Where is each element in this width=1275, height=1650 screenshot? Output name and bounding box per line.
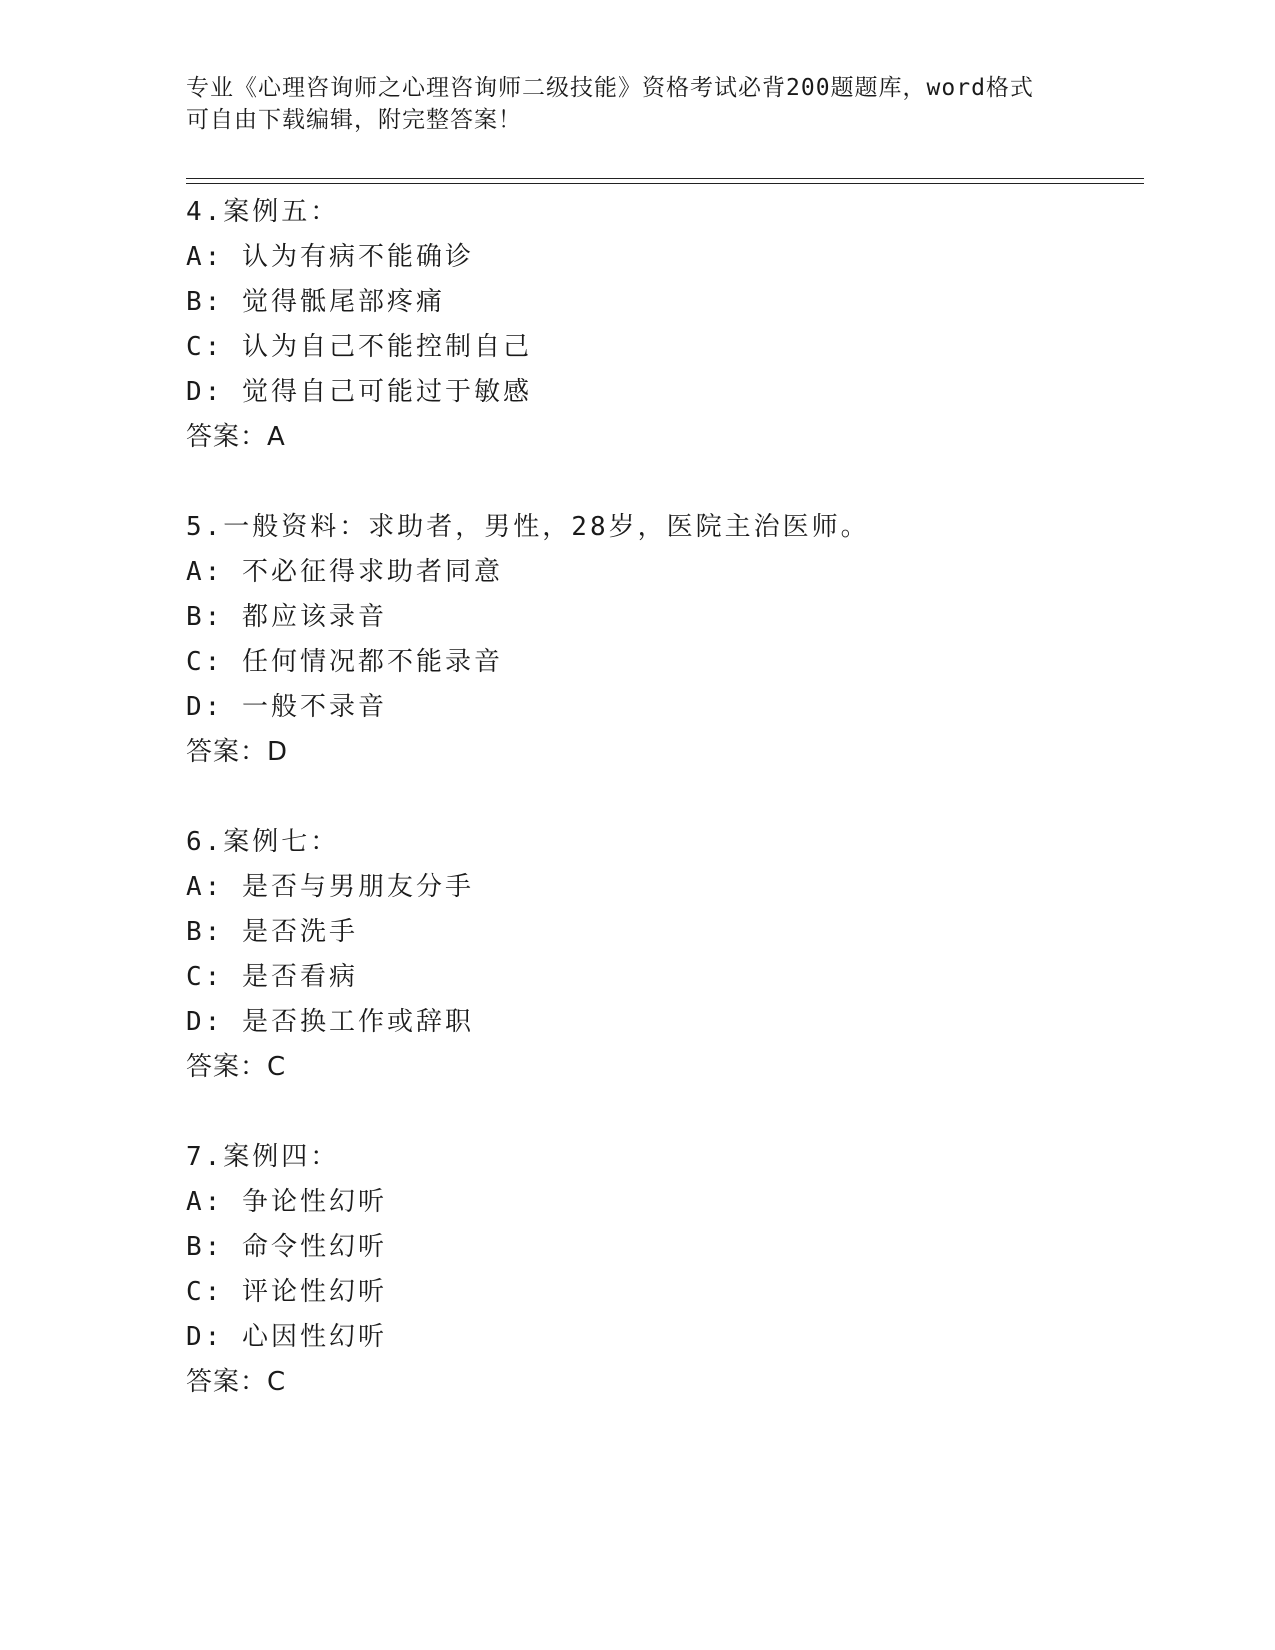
option-c: C: 认为自己不能控制自己 bbox=[186, 332, 532, 362]
header-divider-bottom bbox=[186, 183, 1144, 184]
header-line-1: 专业《心理咨询师之心理咨询师二级技能》资格考试必背200题题库，word格式 bbox=[186, 75, 1034, 101]
option-c: C: 是否看病 bbox=[186, 962, 358, 992]
option-a: A: 争论性幻听 bbox=[186, 1187, 387, 1217]
option-b: B: 觉得骶尾部疼痛 bbox=[186, 287, 445, 317]
header-line-2: 可自由下载编辑，附完整答案！ bbox=[186, 107, 522, 133]
option-a: A: 不必征得求助者同意 bbox=[186, 557, 503, 587]
question-item bbox=[186, 505, 1136, 775]
option-b: B: 都应该录音 bbox=[186, 602, 387, 632]
question-stem: 6.案例七： bbox=[186, 827, 340, 857]
header-divider-top bbox=[186, 178, 1144, 179]
option-c: C: 任何情况都不能录音 bbox=[186, 647, 503, 677]
answer-key: 答案：A bbox=[186, 422, 286, 452]
option-b: B: 命令性幻听 bbox=[186, 1232, 387, 1262]
option-d: D: 觉得自己可能过于敏感 bbox=[186, 377, 532, 407]
question-stem: 4.案例五： bbox=[186, 197, 340, 227]
answer-key: 答案：C bbox=[186, 1367, 287, 1397]
question-item bbox=[186, 190, 1136, 460]
option-a: A: 是否与男朋友分手 bbox=[186, 872, 474, 902]
answer-key: 答案：D bbox=[186, 737, 289, 767]
question-list bbox=[186, 190, 1136, 1450]
question-item bbox=[186, 1135, 1136, 1405]
option-d: D: 心因性幻听 bbox=[186, 1322, 387, 1352]
question-stem: 5.一般资料：求助者，男性，28岁，医院主治医师。 bbox=[186, 512, 870, 542]
answer-key: 答案：C bbox=[186, 1052, 287, 1082]
question-item bbox=[186, 820, 1136, 1090]
option-a: A: 认为有病不能确诊 bbox=[186, 242, 474, 272]
option-d: D: 是否换工作或辞职 bbox=[186, 1007, 474, 1037]
option-d: D: 一般不录音 bbox=[186, 692, 387, 722]
question-stem: 7.案例四： bbox=[186, 1142, 340, 1172]
option-b: B: 是否洗手 bbox=[186, 917, 358, 947]
option-c: C: 评论性幻听 bbox=[186, 1277, 387, 1307]
document-header bbox=[186, 72, 1066, 136]
